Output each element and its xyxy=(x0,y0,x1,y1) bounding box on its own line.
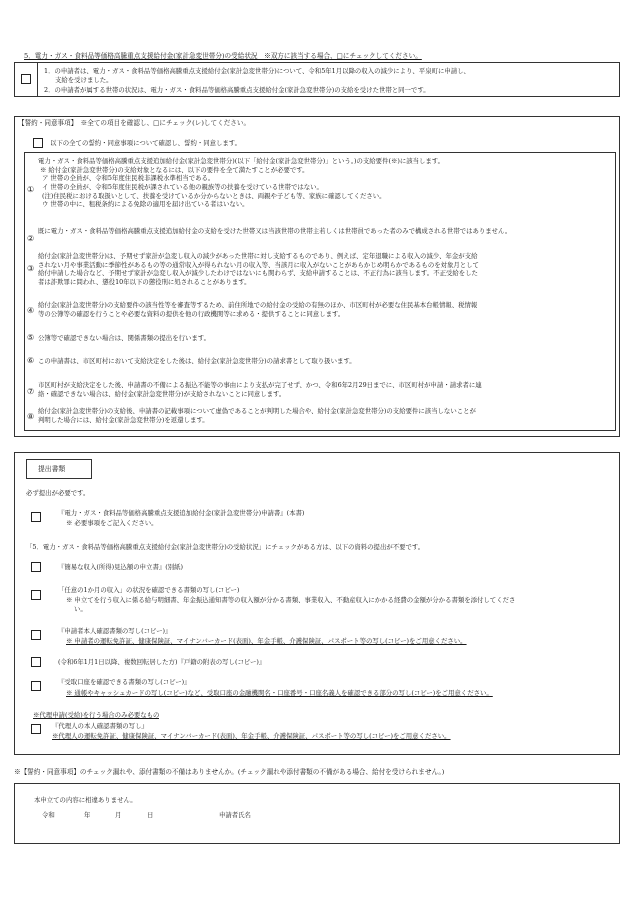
pledge-item-3-line: 給付申請した場合など、予期せず家計が急変し収入が減少したわけではないにも関わらず、支給申請することは、不正行為に該当します。不正受給をした xyxy=(38,269,478,278)
section5-checkbox[interactable] xyxy=(21,74,31,84)
pledge-item-7-line: 市区町村が支給決定をした後、申請書の不備による振込不能等の事由により支払が完了せず、かつ、令和6年2月29日までに、市区町村が申請・請求者に連 xyxy=(38,381,482,389)
doc-6-checkbox[interactable] xyxy=(31,681,41,691)
pledge-item-7-number: ⑦ xyxy=(27,387,35,396)
date-era: 令和 xyxy=(42,811,55,819)
doc-3-note: ※ 申立てを行う収入に係る給与明細書、年金振込通知書等の収入額が分かる書類、事業収入、不動産収入にかかる経費の金額が分かる書類を添付してくださ xyxy=(66,596,516,604)
doc-3-note-cont: い。 xyxy=(74,605,87,613)
doc-4-checkbox[interactable] xyxy=(31,630,41,640)
pledge-item-3-line: されない月や事業活動に季節性があるもの等の通常収入が得られない月の収入等、当該月に収入がないことがあらかじめ明らかであるものを対象月として xyxy=(38,260,479,269)
pledge-item-1-line: ※ 給付金(家計急変世帯分)の支給対象となるには、以下の要件を全て満たすことが必要です。 xyxy=(40,165,309,174)
doc-1-checkbox[interactable] xyxy=(31,512,41,522)
doc-7-checkbox[interactable] xyxy=(31,724,41,734)
doc-3-checkbox[interactable] xyxy=(31,590,41,600)
documents-must: 必ず提出が必要です。 xyxy=(26,489,90,497)
doc-5-label: (令和6年1月1日以降、複数回転居した方)『戸籍の附表の写し(コピー)』 xyxy=(58,658,266,666)
documents-condition: 「5．電力・ガス・食料品等価格高騰重点支援給付金(家計急変世帯分)の受給状況」にチェックがある方は、以下の資料の提出が不要です。 xyxy=(26,543,425,551)
documents-title: 提出書類 xyxy=(38,465,66,473)
doc-2-checkbox[interactable] xyxy=(31,562,41,572)
pledge-item-3-line: 給付金(家計急変世帯分)は、予期せず家計が急変し収入の減少があった世帯に対し支給するものであり、例えば、定年退職による収入の減少、年金が支給 xyxy=(38,252,478,260)
pledge-item-8-line: 判明した場合には、給付金(家計急変世帯分)を返還します。 xyxy=(38,415,209,424)
pledge-item-1-line: イ 世帯の全員が、令和5年度住民税が課されている他の親族等の扶養を受けている世帯ではない。 xyxy=(42,182,323,191)
pledge-item-5-number: ⑤ xyxy=(27,333,35,342)
confirmation-text: 本申立ての内容に相違ありません。 xyxy=(34,796,137,804)
pledge-item-7-line: 絡・確認できない場合は、給付金(家計急変世帯分)が支給されないことに同意します。 xyxy=(38,389,286,398)
pledge-item-1 xyxy=(38,157,618,209)
pledge-checkbox[interactable] xyxy=(33,138,43,148)
doc-6-note: ※ 通帳やキャッシュカードの写し(コピー)など、受取口座の金融機関名・口座番号・口座名義人を確認できる部分の写し(コピー)をご用意ください。 xyxy=(66,689,493,697)
pledge-item-5: 公簿等で確認できない場合は、関係書類の提出を行います。 xyxy=(38,334,211,342)
pledge-check-label: 以下の全ての誓約・同意事項について確認し、誓約・同意します。 xyxy=(50,139,242,147)
pledge-item-8 xyxy=(38,407,618,424)
pledge-item-6: この申請書は、市区町村において支給決定をした後は、給付金(家計急変世帯分)の請求書として取り扱います。 xyxy=(38,357,356,365)
doc-4-label: 『申請者本人確認書類の写し(コピー)』 xyxy=(58,627,172,635)
pledge-item-1-line: 電力・ガス・食料品等価格高騰重点支援追加給付金(家計急変世帯分)(以下「給付金(家計急変世帯分)」という。)の支給要件(※)に該当します。 xyxy=(38,157,445,165)
notice-text: ※【誓約・同意事項】のチェック漏れや、添付書類の不備はありませんか。(チェック漏れや添付書類の不備がある場合、給付を受けられません。) xyxy=(14,768,445,776)
pledge-item-4 xyxy=(38,301,618,318)
pledge-item-4-line: 給付金(家計急変世帯分)の支給要件の該当性等を審査等するため、前住所地での給付金の受給の有無のほか、市区町村が必要な住民基本台帳情報、税情報 xyxy=(38,301,478,309)
section5-line2: 2．の申請者が属する世帯の状況は、電力・ガス・食料品等価格高騰重点支援給付金(家計急変世帯分)の支給を受けた世帯と同一です。 xyxy=(44,86,430,94)
pledge-item-3 xyxy=(38,252,618,287)
pledge-item-4-number: ④ xyxy=(27,306,35,315)
section5-line1b: 支給を受けました。 xyxy=(55,76,113,84)
doc-7-label: 『代理人の本人確認書類の写し』 xyxy=(52,722,148,730)
pledge-item-8-number: ⑧ xyxy=(27,412,35,421)
doc-5-checkbox[interactable] xyxy=(31,657,41,667)
pledge-item-1-number: ① xyxy=(27,185,35,194)
doc-1-label: 『電力・ガス・食料品等価格高騰重点支援追加給付金(家計急変世帯分)申請書』(本書) xyxy=(58,509,305,517)
applicant-name-field[interactable] xyxy=(262,808,592,820)
date-month: 月 xyxy=(115,811,122,819)
pledge-item-2: 既に電力・ガス・食料品等価格高騰重点支援追加給付金の支給を受けた世帯又は当該世帯の世帯主若しくは世帯員であった者のみで構成される世帯ではありません。 xyxy=(38,227,512,235)
pledge-title: 【誓約・同意事項】 ※全ての項目を確認し、□にチェック(レ)してください。 xyxy=(18,119,251,127)
doc-4-note: ※ 申請者の運転免許証、健康保険証、マイナンバーカード(表面)、年金手帳、介護保険証、パスポート等の写し(コピー)をご用意ください。 xyxy=(66,637,467,645)
section5-title: 5．電力・ガス・食料品等価格高騰重点支援給付金(家計急変世帯分)の受給状況 ※双方に該当する場合、□にチェックしてください。 xyxy=(24,52,422,60)
date-year: 年 xyxy=(84,811,91,819)
date-day: 日 xyxy=(147,811,154,819)
proxy-title: ※代理申請(受給)を行う場合のみ必要なもの xyxy=(33,711,160,719)
pledge-item-1-line: (注)住民税における取扱いとして、扶養を受けているか分からないときは、両親や子ども等、家族に確認してください。 xyxy=(42,191,386,200)
section5-line1: 1．の申請者は、電力・ガス・食料品等価格高騰重点支援給付金(家計急変世帯分)について、令和5年1月以降の収入の減少により、平泉町に申請し、 xyxy=(44,67,470,75)
doc-6-label: 『受取口座を確認できる書類の写し(コピー)』 xyxy=(58,678,191,686)
pledge-item-8-line: 給付金(家計急変世帯分)の支給後、申請書の記載事項について虚偽であることが判明した場合や、給付金(家計急変世帯分)の支給要件に該当しないことが xyxy=(38,407,476,415)
doc-2-label: 『簡易な収入(所得)見込額の申立書』(別紙) xyxy=(58,563,184,571)
pledge-item-1-line: ア 世帯の全員が、令和5年度住民税非課税水準相当である。 xyxy=(42,174,215,183)
applicant-name-label: 申請者氏名 xyxy=(219,811,251,819)
pledge-item-3-line: 者は詐欺罪に問われ、懲役10年以下の懲役刑に処されることがあります。 xyxy=(38,277,251,286)
pledge-item-1-line: ウ 世帯の中に、租税条約による免除の適用を届け出ている者はいない。 xyxy=(42,200,249,209)
doc-7-note: ※代理人の運転免許証、健康保険証、マイナンバーカード(表面)、年金手帳、介護保険証、パスポート等の写し(コピー)をご用意ください。 xyxy=(52,732,451,740)
pledge-item-2-number: ② xyxy=(27,234,35,243)
pledge-item-3-number: ③ xyxy=(27,264,35,273)
pledge-item-4-line: 等の公簿等の確認を行うことや必要な資料の提供を他の行政機関等に求める・提供することに同意します。 xyxy=(38,309,345,318)
doc-3-label: 「任意の1か月の収入」の状況を確認できる書類の写し(コピー) xyxy=(58,586,240,594)
pledge-item-7 xyxy=(38,381,618,398)
pledge-item-6-number: ⑥ xyxy=(27,356,35,365)
doc-1-note: ※ 必要事項をご記入ください。 xyxy=(66,519,158,527)
